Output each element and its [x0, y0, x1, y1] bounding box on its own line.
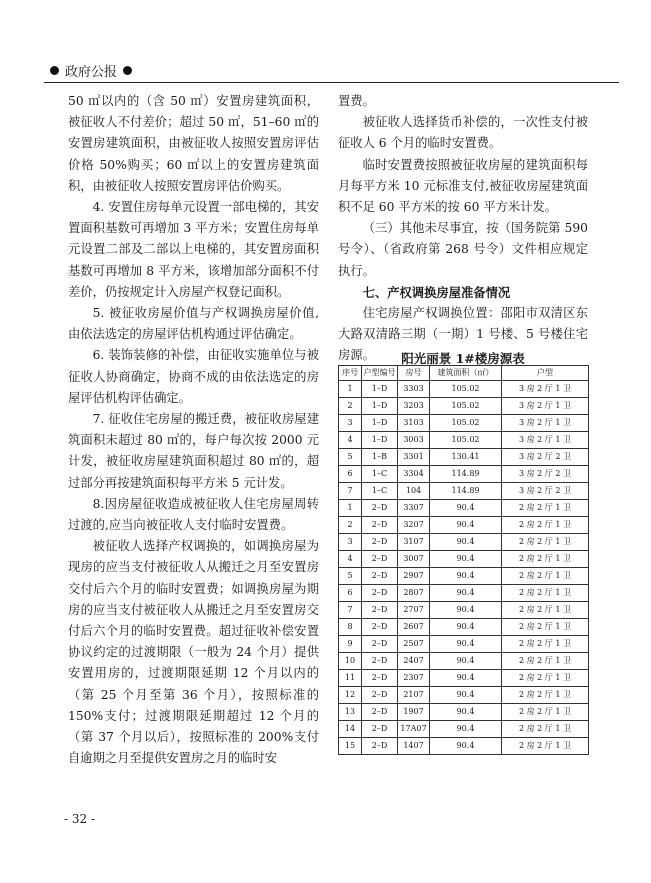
table-cell: 2–D [362, 602, 398, 619]
table-cell: 2 房 2 厅 1 卫 [502, 721, 589, 738]
table-cell: 1–C [362, 466, 398, 483]
table-cell: 90.4 [430, 653, 502, 670]
table-cell: 105.02 [430, 415, 502, 432]
table-cell: 3007 [398, 551, 430, 568]
table-cell: 90.4 [430, 534, 502, 551]
table-cell: 4 [339, 432, 362, 449]
table-cell: 17A07 [398, 721, 430, 738]
table-cell: 3 房 2 厅 1 卫 [502, 381, 589, 398]
paragraph: 置费。 [338, 94, 375, 108]
table-cell: 3 房 2 厅 2 卫 [502, 466, 589, 483]
paragraph: 被征收人选择产权调换的，如调换房屋为现房的应当支付被征收人从搬迁之月至安置房交付后六个月的临时安置费；如调换房屋为期房的应当支付被征收人从搬迁之月至安置房交付后六个月的临时安置费。超过征收补偿安置协议约定的过渡期限（一般为 24 个月）提供安置用房的，过渡期限延期 12 个月以内的（第 25 个月至第 36 个月），按照标准的 150%支付；过渡期限延期超过 12 个月的（第 37 个月以后），按照标准的 200%支付自逾期之月至提供安置房之月的临时安 [68, 539, 319, 766]
table-cell: 2–D [362, 704, 398, 721]
paragraph: 5. 被征收房屋价值与产权调换房屋价值,由依法选定的房屋评估机构通过评估确定。 [68, 306, 319, 342]
table-cell: 2–D [362, 721, 398, 738]
table-cell: 15 [339, 738, 362, 755]
table-cell: 2607 [398, 619, 430, 636]
table-cell: 2707 [398, 602, 430, 619]
table-row [339, 602, 589, 619]
table-cell: 2–D [362, 687, 398, 704]
column-header: 户型 [502, 366, 589, 381]
table-cell: 90.4 [430, 619, 502, 636]
table-cell: 3 房 2 厅 2 卫 [502, 449, 589, 466]
table-cell: 3 [339, 534, 362, 551]
paragraph: 7. 征收住宅房屋的搬迁费，被征收房屋建筑面积未超过 80 ㎡的，每户每次按 2000 元计发，被征收房屋建筑面积超过 80 ㎡的，超过部分再按建筑面积每平方米 5 元计发。 [68, 412, 319, 490]
table-cell: 2 房 2 厅 1 卫 [502, 738, 589, 755]
table-cell: 3203 [398, 398, 430, 415]
column-header: 建筑面积（㎡） [430, 366, 502, 381]
table-row [339, 585, 589, 602]
table-cell: 3 房 2 厅 1 卫 [502, 415, 589, 432]
table-cell: 90.4 [430, 721, 502, 738]
paragraph: 4. 安置住房每单元设置一部电梯的，其安置面积基数可再增加 3 平方米；安置住房每单元设置二部及二部以上电梯的，其安置房面积基数可再增加 8 平方米，该增加部分面积不付差价，仍按规定计入房屋产权登记面积。 [68, 200, 319, 299]
housing-source-table [338, 365, 589, 755]
table-title-text: 阳光丽景 1#楼房源表 [401, 351, 525, 366]
table-cell: 2 房 2 厅 1 卫 [502, 500, 589, 517]
table-row [339, 449, 589, 466]
table-row [339, 653, 589, 670]
table-cell: 1–D [362, 398, 398, 415]
table-cell: 2–D [362, 534, 398, 551]
table-cell: 90.4 [430, 602, 502, 619]
table-cell: 1–B [362, 449, 398, 466]
table-cell: 130.41 [430, 449, 502, 466]
table-cell: 2907 [398, 568, 430, 585]
table-cell: 2 房 2 厅 1 卫 [502, 687, 589, 704]
paragraph: 50 ㎡以内的（含 50 ㎡）安置房建筑面积，被征收人不付差价；超过 50 ㎡，51–60 ㎡的安置房建筑面积，由被征收人按照安置房评估价格 50%购买；60 ㎡以上的安置房建筑面积，由被征收人按照安置房评估价购买。 [68, 94, 319, 193]
table-cell: 90.4 [430, 670, 502, 687]
table-cell: 3303 [398, 381, 430, 398]
table-cell: 1–C [362, 483, 398, 500]
table-cell: 3 房 2 厅 1 卫 [502, 398, 589, 415]
table-cell: 114.89 [430, 466, 502, 483]
table-cell: 2–D [362, 653, 398, 670]
table-cell: 14 [339, 721, 362, 738]
table-cell: 9 [339, 636, 362, 653]
paragraph: 七、产权调换房屋准备情况 [362, 284, 511, 300]
table-cell: 2 房 2 厅 1 卫 [502, 602, 589, 619]
table-cell: 12 [339, 687, 362, 704]
bullet-dot-icon [123, 66, 132, 75]
paragraph: 临时安置费按照被征收房屋的建筑面积每月每平方米 10 元标准支付,被征收房屋建筑面积不足 60 平方米的按 60 平方米计发。 [338, 157, 588, 215]
table-cell: 2 房 2 厅 1 卫 [502, 534, 589, 551]
table-header-row [339, 366, 589, 381]
paragraph: 住宅房屋产权调换位置：邵阳市双清区东大路双清路三期（一期）1 号楼、5 号楼住宅房源。 [338, 306, 588, 363]
table-cell: 90.4 [430, 636, 502, 653]
table-cell: 5 [339, 449, 362, 466]
table-row [339, 381, 589, 398]
table-cell: 105.02 [430, 381, 502, 398]
table-cell: 2 [339, 517, 362, 534]
column-header: 序号 [339, 366, 362, 381]
page-number: - 32 - [64, 812, 96, 826]
table-row [339, 551, 589, 568]
table-row [339, 670, 589, 687]
table-cell: 2 房 2 厅 1 卫 [502, 619, 589, 636]
left-column [68, 91, 319, 770]
table-cell: 1907 [398, 704, 430, 721]
table-cell: 90.4 [430, 517, 502, 534]
table-cell: 1–D [362, 415, 398, 432]
table-cell: 90.4 [430, 568, 502, 585]
table-cell: 2 房 2 厅 1 卫 [502, 653, 589, 670]
table-cell: 90.4 [430, 500, 502, 517]
paragraph: 6. 装饰装修的补偿，由征收实施单位与被征收人协商确定，协商不成的由依法选定的房屋评估机构评估确定。 [68, 348, 319, 405]
header-title: 政府公报 [65, 64, 118, 80]
column-header: 户型编号 [362, 366, 398, 381]
table-row [339, 721, 589, 738]
table-cell: 8 [339, 619, 362, 636]
table-cell: 2 房 2 厅 1 卫 [502, 670, 589, 687]
bullet-dot-icon [50, 66, 59, 75]
table-cell: 3307 [398, 500, 430, 517]
table-cell: 2 房 2 厅 1 卫 [502, 704, 589, 721]
table-cell: 105.02 [430, 432, 502, 449]
table-cell: 1 [339, 381, 362, 398]
table-cell: 6 [339, 466, 362, 483]
table-cell: 5 [339, 568, 362, 585]
table-cell: 2–D [362, 636, 398, 653]
table-cell: 2–D [362, 670, 398, 687]
table-row [339, 636, 589, 653]
table-cell: 2 房 2 厅 1 卫 [502, 585, 589, 602]
table-cell: 3304 [398, 466, 430, 483]
table-cell: 2 [339, 398, 362, 415]
table-cell: 6 [339, 585, 362, 602]
column-header: 房号 [398, 366, 430, 381]
table-cell: 90.4 [430, 738, 502, 755]
table-cell: 114.89 [430, 483, 502, 500]
paragraph: 被征收人选择货币补偿的，一次性支付被征收人 6 个月的临时安置费。 [338, 115, 588, 151]
table-cell: 11 [339, 670, 362, 687]
table-cell: 90.4 [430, 585, 502, 602]
table-cell: 3107 [398, 534, 430, 551]
table-cell: 3207 [398, 517, 430, 534]
table-cell: 104 [398, 483, 430, 500]
table-cell: 10 [339, 653, 362, 670]
table-row [339, 466, 589, 483]
table-cell: 3 房 2 厅 1 卫 [502, 432, 589, 449]
table-cell: 3103 [398, 415, 430, 432]
table-cell: 90.4 [430, 704, 502, 721]
table-cell: 2–D [362, 500, 398, 517]
table-cell: 105.02 [430, 398, 502, 415]
table-row [339, 704, 589, 721]
table-cell: 2107 [398, 687, 430, 704]
table-cell: 2 房 2 厅 1 卫 [502, 517, 589, 534]
table-cell: 90.4 [430, 687, 502, 704]
table-cell: 2–D [362, 585, 398, 602]
table-body [339, 381, 589, 755]
table-row [339, 619, 589, 636]
table-cell: 2407 [398, 653, 430, 670]
table-cell: 2–D [362, 619, 398, 636]
table-cell: 7 [339, 483, 362, 500]
table-cell: 2 房 2 厅 1 卫 [502, 551, 589, 568]
table-cell: 2 房 2 厅 1 卫 [502, 636, 589, 653]
table-cell: 1–D [362, 381, 398, 398]
page-header [44, 60, 624, 80]
right-column [338, 91, 588, 367]
table-cell: 7 [339, 602, 362, 619]
table-cell: 4 [339, 551, 362, 568]
table-cell: 2307 [398, 670, 430, 687]
table-row [339, 534, 589, 551]
paragraph: （三）其他未尽事宜，按（国务院第 590 号令）、（省政府第 268 号令）文件相应规定执行。 [338, 221, 588, 278]
table-cell: 2–D [362, 738, 398, 755]
table-row [339, 432, 589, 449]
paragraph: 8.因房屋征收造成被征收人住宅房屋周转过渡的,应当向被征收人支付临时安置费。 [68, 496, 319, 533]
table-row [339, 517, 589, 534]
table-row [339, 738, 589, 755]
table-row [339, 568, 589, 585]
table-cell: 1 [339, 500, 362, 517]
table-cell: 3301 [398, 449, 430, 466]
table-cell: 3 房 2 厅 2 卫 [502, 483, 589, 500]
table-cell: 2 房 2 厅 1 卫 [502, 568, 589, 585]
table-cell: 3 [339, 415, 362, 432]
table-cell: 1407 [398, 738, 430, 755]
table-row [339, 415, 589, 432]
table-cell: 2–D [362, 551, 398, 568]
table-row [339, 483, 589, 500]
table-row [339, 500, 589, 517]
table-row [339, 687, 589, 704]
table-cell: 2507 [398, 636, 430, 653]
table-cell: 2807 [398, 585, 430, 602]
table-cell: 3003 [398, 432, 430, 449]
table-cell: 1–D [362, 432, 398, 449]
table-cell: 2–D [362, 517, 398, 534]
table-cell: 90.4 [430, 551, 502, 568]
table-cell: 2–D [362, 568, 398, 585]
header-rule [44, 82, 619, 83]
table-row [339, 398, 589, 415]
table-cell: 13 [339, 704, 362, 721]
